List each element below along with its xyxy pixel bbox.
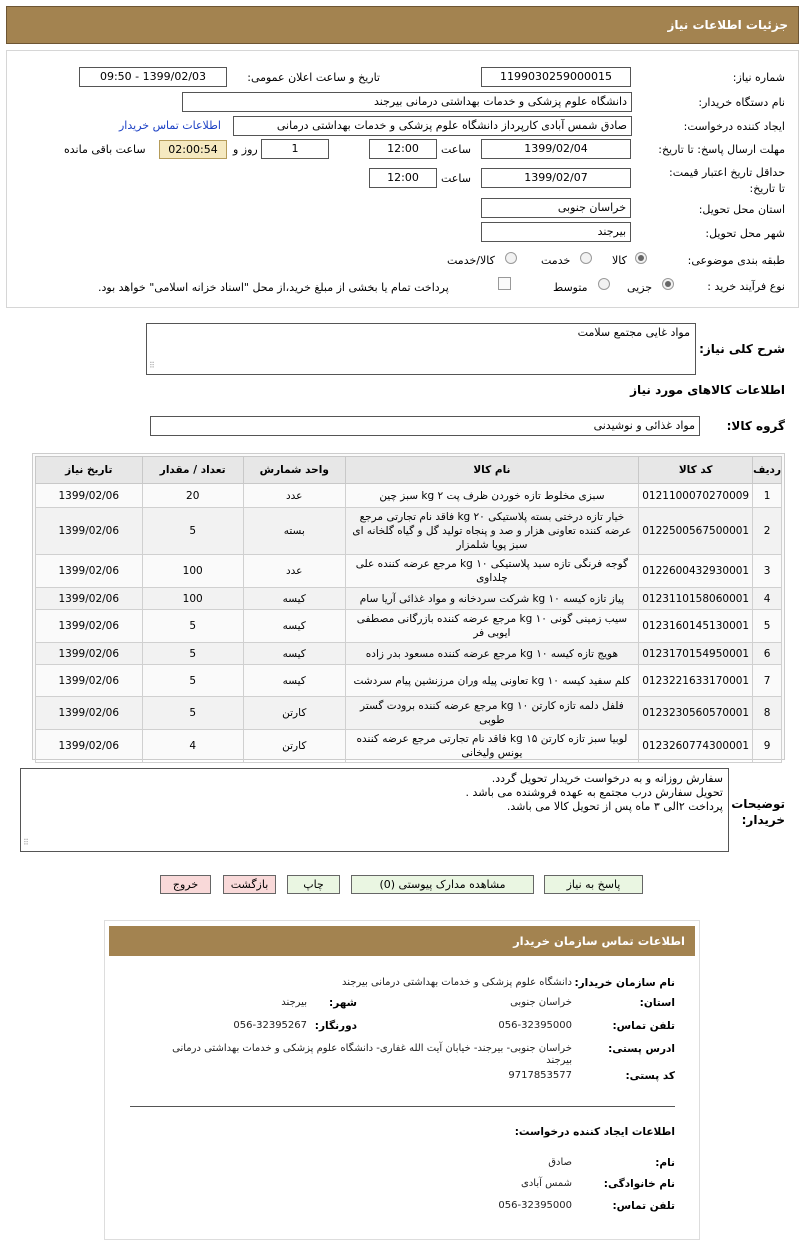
need-date-cell: 1399/02/06 [36, 484, 143, 508]
need-date-cell: 1399/02/06 [36, 555, 143, 588]
summary-textarea[interactable]: مواد غایی مجتمع سلامت ⠿ [146, 323, 696, 375]
unit-cell: عدد [243, 555, 345, 588]
table-row [36, 665, 782, 697]
page-header [6, 6, 799, 44]
contact-org-label: نام سازمان خریدار: [574, 977, 675, 989]
need-number-field: 1199030259000015 [481, 67, 631, 87]
creator-info-title: اطلاعات ایجاد کننده درخواست: [514, 1126, 675, 1138]
category-goods-label: کالا [612, 254, 627, 267]
items-table [35, 456, 782, 763]
contact-phone-label: تلفن تماس: [612, 1020, 675, 1032]
row-number-cell: 3 [753, 555, 782, 588]
item-code-cell: 0123160145130001 [639, 610, 753, 643]
notes-line-2: تحویل سفارش درب مجتمع به عهده فروشنده می باشد . [465, 786, 723, 799]
province-label: استان محل تحویل: [698, 203, 785, 216]
col-row-number: ردیف [753, 457, 782, 484]
item-name-cell: فلفل دلمه تازه کارتن ۱۰ kg مرجع عرضه کننده برودت گستر طوبی [345, 697, 639, 730]
goods-info-title: اطلاعات کالاهای مورد نیاز [630, 383, 785, 397]
row-number-cell: 8 [753, 697, 782, 730]
view-attachments-button[interactable]: مشاهده مدارک پیوستی (0) [351, 875, 534, 894]
quantity-cell: 5 [142, 697, 243, 730]
announce-field: 1399/02/03 - 09:50 [79, 67, 227, 87]
items-table-wrapper [32, 453, 785, 760]
deadline-time-label: ساعت [441, 143, 471, 156]
unit-cell: کارتن [243, 730, 345, 763]
contact-province-label: استان: [639, 997, 675, 1009]
row-number-cell: 4 [753, 588, 782, 610]
item-code-cell: 0123170154950001 [639, 643, 753, 665]
row-number-cell: 5 [753, 610, 782, 643]
unit-cell: کارتن [243, 697, 345, 730]
need-date-cell: 1399/02/06 [36, 730, 143, 763]
summary-text: مواد غایی مجتمع سلامت [577, 326, 690, 339]
unit-cell: عدد [243, 484, 345, 508]
item-name-cell: سبزی مخلوط تازه خوردن ظرف پت ۲ kg سبز چین [345, 484, 639, 508]
notes-line-3: پرداخت ۲الی ۳ ماه پس از تحویل کالا می باشد. [506, 800, 723, 813]
need-date-cell: 1399/02/06 [36, 508, 143, 555]
contact-card-header [109, 926, 695, 956]
table-row [36, 484, 782, 508]
contact-postal-value: 9717853577 [508, 1070, 572, 1081]
table-row [36, 643, 782, 665]
items-table-header [36, 457, 782, 484]
need-date-cell: 1399/02/06 [36, 588, 143, 610]
item-name-cell: خیار تازه درختی بسته پلاستیکی ۲۰ kg فاقد نام تجارتی مرجع عرضه کننده تعاونی هزار و صد و پنجاه تولید گل و گیاه گلخانه ای سبز پویا شلمزار [345, 508, 639, 555]
item-name-cell: هویج تازه کیسه ۱۰ kg مرجع عرضه کننده مسعود بدر زاده [345, 643, 639, 665]
category-both-label: کالا/خدمت [447, 254, 495, 267]
col-unit: واحد شمارش [243, 457, 345, 484]
contact-city-value: بیرجند [281, 997, 307, 1008]
category-goods-radio[interactable] [635, 252, 647, 264]
contact-postal-label: کد پستی: [625, 1070, 675, 1082]
announce-label: تاریخ و ساعت اعلان عمومی: [247, 71, 380, 84]
table-row [36, 588, 782, 610]
item-code-cell: 0123260774300001 [639, 730, 753, 763]
need-date-cell: 1399/02/06 [36, 665, 143, 697]
row-number-cell: 2 [753, 508, 782, 555]
deadline-label: مهلت ارسال پاسخ: تا تاریخ: [658, 143, 785, 156]
contact-fax-value: 056-32395267 [233, 1020, 307, 1031]
quantity-cell: 5 [142, 508, 243, 555]
table-row [36, 555, 782, 588]
city-label: شهر محل تحویل: [705, 227, 785, 240]
deadline-date-field: 1399/02/04 [481, 139, 631, 159]
row-number-cell: 1 [753, 484, 782, 508]
summary-label: شرح کلی نیاز: [699, 342, 785, 356]
col-item-name: نام کالا [345, 457, 639, 484]
process-partial-label: جزیی [627, 281, 653, 294]
notes-label: توضیحات خریدار: [731, 797, 785, 827]
item-name-cell: لوبیا سبز تازه کارتن ۱۵ kg فاقد نام تجارتی مرجع عرضه کننده یونس ولیخانی [345, 730, 639, 763]
contact-phone-value: 056-32395000 [498, 1020, 572, 1031]
contact-org-value: دانشگاه علوم پزشکی و خدمات بهداشتی درمانی بیرجند [342, 977, 572, 988]
need-date-cell: 1399/02/06 [36, 697, 143, 730]
table-row [36, 730, 782, 763]
treasury-payment-checkbox[interactable] [498, 277, 511, 290]
row-number-cell: 6 [753, 643, 782, 665]
unit-cell: کیسه [243, 665, 345, 697]
days-field: 1 [261, 139, 329, 159]
reply-button[interactable]: پاسخ به نیاز [544, 875, 643, 894]
page-title: جزئیات اطلاعات نیاز [667, 18, 788, 32]
notes-textarea[interactable]: سفارش روزانه و به درخواست خریدار تحویل گردد. تحویل سفارش درب مجتمع به عهده فروشنده می باشد . پرداخت ۲الی ۳ ماه پس از تحویل کالا می باشد. ⠿ [20, 768, 729, 852]
quantity-cell: 5 [142, 643, 243, 665]
row-number-cell: 7 [753, 665, 782, 697]
city-field: بیرجند [481, 222, 631, 242]
need-date-cell: 1399/02/06 [36, 643, 143, 665]
item-name-cell: سیب زمینی گونی ۱۰ kg مرجع عرضه کننده بازرگانی مصطفی ایوبی فر [345, 610, 639, 643]
category-label: طبقه بندی موضوعی: [687, 254, 785, 267]
contact-divider [130, 1106, 675, 1107]
unit-cell: کیسه [243, 588, 345, 610]
days-label: روز و [233, 143, 258, 156]
deadline-time-field: 12:00 [369, 139, 437, 159]
table-row [36, 610, 782, 643]
quantity-cell: 5 [142, 610, 243, 643]
creator-fname-value: صادق [548, 1157, 572, 1168]
need-number-label: شماره نیاز: [732, 71, 785, 84]
back-button[interactable]: بازگشت [223, 875, 276, 894]
unit-cell: کیسه [243, 610, 345, 643]
creator-lname-label: نام خانوادگی: [603, 1178, 675, 1190]
item-code-cell: 0122600432930001 [639, 555, 753, 588]
contact-address-label: ادرس پستی: [608, 1043, 675, 1055]
creator-label: ایجاد کننده درخواست: [683, 120, 785, 133]
creator-fname-label: نام: [655, 1157, 675, 1169]
contact-card-title: اطلاعات تماس سازمان خریدار [513, 934, 685, 948]
quantity-cell: 5 [142, 665, 243, 697]
contact-fax-label: دورنگار: [314, 1020, 357, 1032]
category-service-label: خدمت [541, 254, 571, 267]
buyer-contact-card [104, 920, 700, 1240]
treasury-payment-note: پرداخت تمام یا بخشی از مبلغ خرید،از محل "اسناد خزانه اسلامی" خواهد بود. [98, 281, 449, 294]
quantity-cell: 100 [142, 588, 243, 610]
contact-address-value: خراسان جنوبی- بیرجند- خیابان آیت الله غفاری- دانشگاه علوم پزشکی و خدمات بهداشتی درمانی بیرجند [172, 1043, 572, 1066]
need-date-cell: 1399/02/06 [36, 610, 143, 643]
creator-phone-label: تلفن تماس: [612, 1200, 675, 1212]
remaining-timer: 02:00:54 [159, 140, 227, 159]
quantity-cell: 100 [142, 555, 243, 588]
process-medium-radio[interactable] [598, 278, 610, 290]
row-number-cell: 9 [753, 730, 782, 763]
quantity-cell: 20 [142, 484, 243, 508]
print-button[interactable]: چاپ [287, 875, 340, 894]
remaining-label: ساعت باقی مانده [64, 143, 146, 156]
col-need-date: تاریخ نیاز [36, 457, 143, 484]
quantity-cell: 4 [142, 730, 243, 763]
creator-field: صادق شمس آبادی کارپرداز دانشگاه علوم پزشکی و خدمات بهداشتی درمانی [233, 116, 632, 136]
contact-city-label: شهر: [329, 997, 357, 1009]
item-code-cell: 0121100070270009 [639, 484, 753, 508]
col-quantity: تعداد / مقدار [142, 457, 243, 484]
validity-date-field: 1399/02/07 [481, 168, 631, 188]
goods-group-field: مواد غذائی و نوشیدنی [150, 416, 700, 436]
process-partial-radio[interactable] [662, 278, 674, 290]
creator-lname-value: شمس آبادی [521, 1178, 572, 1189]
exit-button[interactable]: خروج [160, 875, 211, 894]
table-row [36, 508, 782, 555]
item-code-cell: 0123221633170001 [639, 665, 753, 697]
validity-time-label: ساعت [441, 172, 471, 185]
contact-province-value: خراسان جنوبی [510, 997, 572, 1008]
goods-group-label: گروه کالا: [726, 419, 785, 433]
item-name-cell: گوجه فرنگی تازه سبد پلاستیکی ۱۰ kg مرجع عرضه کننده علی چلداوی [345, 555, 639, 588]
table-row [36, 697, 782, 730]
item-code-cell: 0123110158060001 [639, 588, 753, 610]
buyer-org-label: نام دستگاه خریدار: [698, 96, 785, 109]
category-service-radio[interactable] [580, 252, 592, 264]
col-item-code: کد کالا [639, 457, 753, 484]
item-name-cell: کلم سفید کیسه ۱۰ kg تعاونی پیله وران مرزنشین پیام سردشت [345, 665, 639, 697]
process-label: نوع فرآیند خرید : [707, 280, 785, 293]
item-code-cell: 0123230560570001 [639, 697, 753, 730]
buyer-org-field: دانشگاه علوم پزشکی و خدمات بهداشتی درمانی بیرجند [182, 92, 632, 112]
buyer-contact-link[interactable]: اطلاعات تماس خریدار [119, 119, 221, 132]
notes-line-1: سفارش روزانه و به درخواست خریدار تحویل گردد. [491, 772, 723, 785]
unit-cell: بسته [243, 508, 345, 555]
validity-label: حداقل تاریخ اعتبار قیمت: تا تاریخ: [669, 166, 785, 195]
province-field: خراسان جنوبی [481, 198, 631, 218]
item-name-cell: پیاز تازه کیسه ۱۰ kg شرکت سردخانه و مواد غذائی آریا سام [345, 588, 639, 610]
item-code-cell: 0122500567500001 [639, 508, 753, 555]
category-both-radio[interactable] [505, 252, 517, 264]
unit-cell: کیسه [243, 643, 345, 665]
process-medium-label: متوسط [553, 281, 588, 294]
creator-phone-value: 056-32395000 [498, 1200, 572, 1211]
validity-time-field: 12:00 [369, 168, 437, 188]
